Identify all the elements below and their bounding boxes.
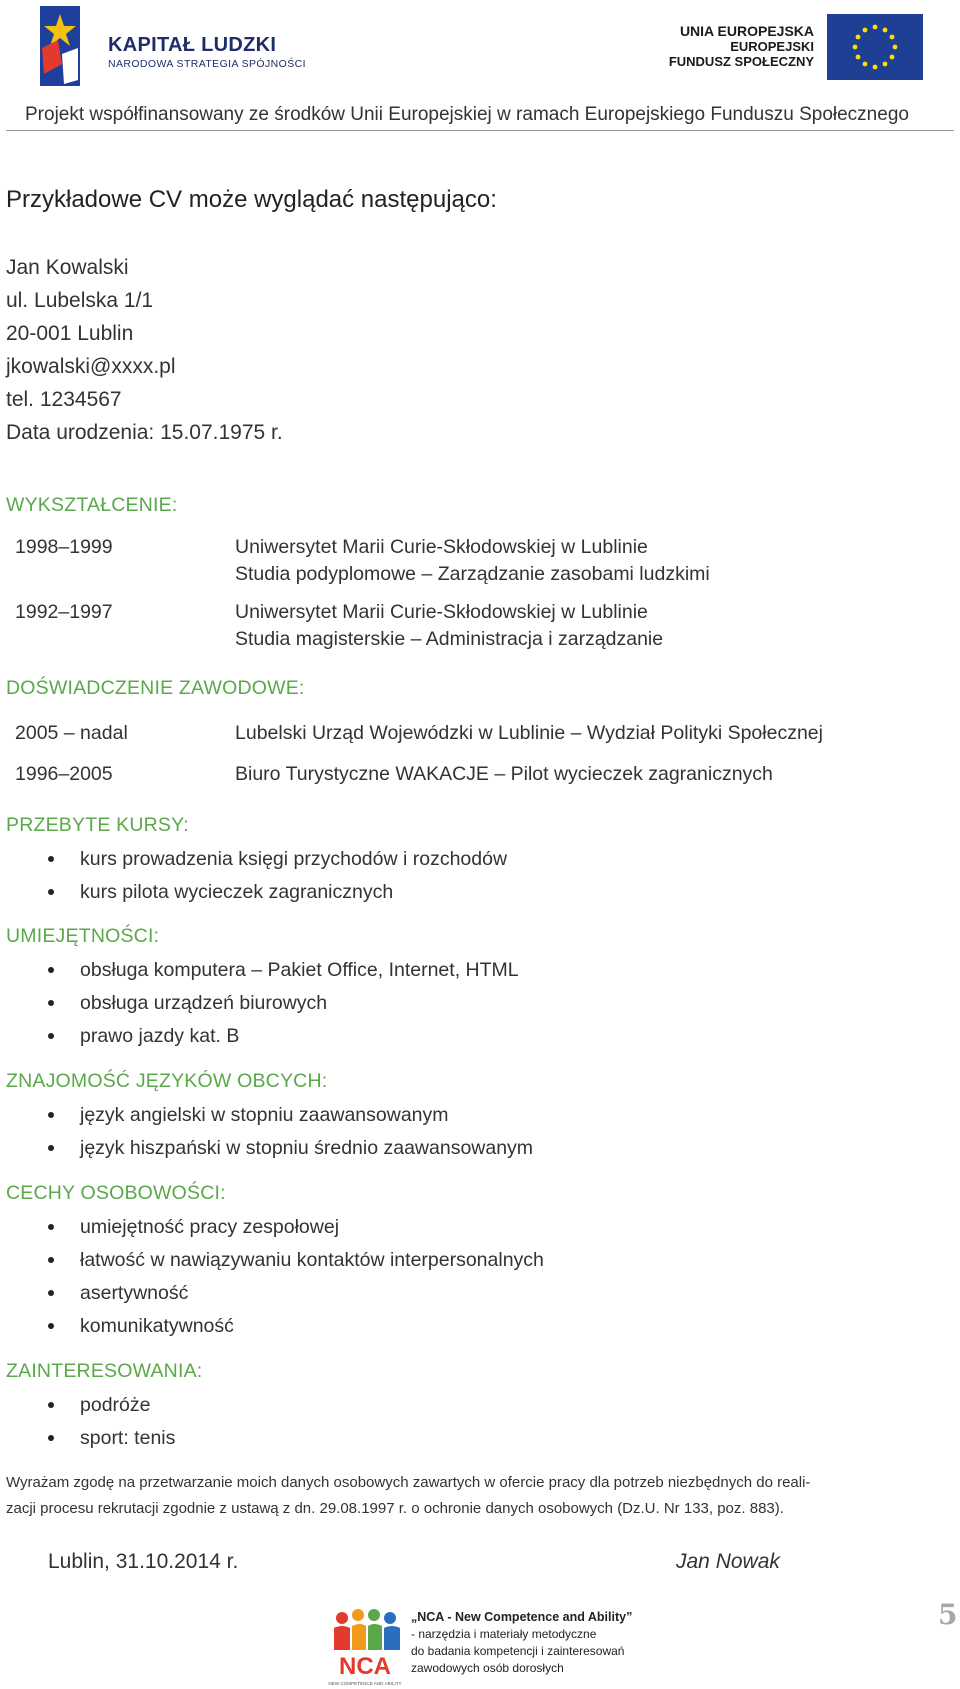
list-item: prawo jazdy kat. B: [0, 1020, 519, 1053]
interests-heading: ZAINTERESOWANIA:: [6, 1360, 203, 1382]
kapital-ludzki-subtitle: NARODOWA STRATEGIA SPÓJNOŚCI: [108, 58, 306, 70]
experience-years-1: 2005 – nadal: [15, 722, 128, 744]
education-program-2: Studia magisterskie – Administracja i zarządzanie: [235, 628, 664, 650]
traits-list: [0, 1211, 544, 1343]
list-item: łatwość w nawiązywaniu kontaktów interpersonalnych: [0, 1244, 544, 1277]
personal-info: [6, 251, 283, 449]
traits-heading: CECHY OSOBOWOŚCI:: [6, 1182, 226, 1204]
consent-line-1: Wyrażam zgodę na przetwarzanie moich danych osobowych zawartych w ofercie pracy dla potrzeb niezbędnych do reali-: [6, 1474, 811, 1491]
list-item: obsługa urządzeń biurowych: [0, 987, 519, 1020]
street-address: ul. Lubelska 1/1: [6, 289, 154, 312]
nca-line-3: do badania kompetencji i zainteresowań: [411, 1644, 625, 1658]
header-divider: [6, 130, 954, 131]
list-item: sport: tenis: [0, 1422, 175, 1455]
data-processing-consent: [6, 1470, 956, 1522]
list-item: język hiszpański w stopniu średnio zaawansowanym: [0, 1132, 533, 1165]
phone: tel. 1234567: [6, 388, 122, 411]
education-years-1: 1998–1999: [15, 536, 113, 558]
education-item-1: [235, 534, 710, 588]
consent-line-2: zacji procesu rekrutacji zgodnie z ustawą z dn. 29.08.1997 r. o ochronie danych osobowych (Dz.U. Nr 133, poz. 883).: [6, 1500, 784, 1517]
languages-heading: ZNAJOMOŚĆ JĘZYKÓW OBCYCH:: [6, 1070, 328, 1092]
experience-years-2: 1996–2005: [15, 763, 113, 785]
eu-flag-icon: [827, 14, 923, 80]
list-item: komunikatywność: [0, 1310, 544, 1343]
eu-label-line1: UNIA EUROPEJSKA: [679, 23, 814, 39]
languages-list: [0, 1099, 533, 1165]
education-school-1: Uniwersytet Marii Curie-Skłodowskiej w Lublinie: [235, 536, 648, 558]
nca-project-description: [411, 1609, 632, 1677]
place-and-date: Lublin, 31.10.2014 r.: [48, 1550, 239, 1573]
person-name: Jan Kowalski: [6, 256, 129, 279]
cv-intro-heading: Przykładowe CV może wyglądać następująco:: [6, 186, 497, 213]
email: jkowalski@xxxx.pl: [6, 355, 176, 378]
education-years-2: 1992–1997: [15, 601, 113, 623]
cofinancing-statement: Projekt współfinansowany ze środków Unii Europejskiej w ramach Europejskiego Funduszu Społecznego: [25, 104, 909, 125]
education-school-2: Uniwersytet Marii Curie-Skłodowskiej w Lublinie: [235, 601, 648, 623]
experience-desc-1: Lubelski Urząd Wojewódzki w Lublinie – Wydział Polityki Społecznej: [235, 722, 823, 744]
experience-desc-2: Biuro Turystyczne WAKACJE – Pilot wycieczek zagranicznych: [235, 763, 773, 785]
nca-logo-subtext: NEW COMPETENCE AND ABILITY: [328, 1681, 402, 1686]
page-number: 5: [938, 1598, 958, 1631]
education-item-2: [235, 599, 663, 653]
birth-date: Data urodzenia: 15.07.1975 r.: [6, 421, 283, 444]
nca-line-4: zawodowych osób dorosłych: [411, 1661, 564, 1675]
eu-label-line2: EUROPEJSKI: [730, 39, 814, 54]
list-item: język angielski w stopniu zaawansowanym: [0, 1099, 533, 1132]
courses-heading: PRZEBYTE KURSY:: [6, 814, 189, 836]
skills-list: [0, 954, 519, 1053]
list-item: kurs pilota wycieczek zagranicznych: [0, 876, 507, 909]
experience-heading: DOŚWIADCZENIE ZAWODOWE:: [6, 677, 305, 699]
skills-heading: UMIEJĘTNOŚCI:: [6, 925, 160, 947]
nca-line-1: „NCA - New Competence and Ability”: [411, 1610, 633, 1624]
nca-line-2: - narzędzia i materiały metodyczne: [411, 1627, 597, 1641]
nca-logo-text: NCA: [339, 1653, 391, 1680]
eu-label-line3: FUNDUSZ SPOŁECZNY: [668, 54, 814, 69]
eu-fund-label: [669, 24, 814, 69]
courses-list: [0, 843, 507, 909]
list-item: asertywność: [0, 1277, 544, 1310]
kapital-ludzki-title: KAPITAŁ LUDZKI: [108, 34, 277, 56]
education-heading: WYKSZTAŁCENIE:: [6, 494, 178, 516]
list-item: podróże: [0, 1389, 175, 1422]
interests-list: [0, 1389, 175, 1455]
city-address: 20-001 Lublin: [6, 322, 134, 345]
education-program-1: Studia podyplomowe – Zarządzanie zasobami ludzkimi: [235, 563, 710, 585]
list-item: obsługa komputera – Pakiet Office, Internet, HTML: [0, 954, 519, 987]
list-item: umiejętność pracy zespołowej: [0, 1211, 544, 1244]
list-item: kurs prowadzenia księgi przychodów i rozchodów: [0, 843, 507, 876]
kapital-ludzki-logo-icon: [38, 4, 82, 88]
nca-logo-icon: [328, 1608, 403, 1688]
signature: Jan Nowak: [676, 1550, 780, 1573]
